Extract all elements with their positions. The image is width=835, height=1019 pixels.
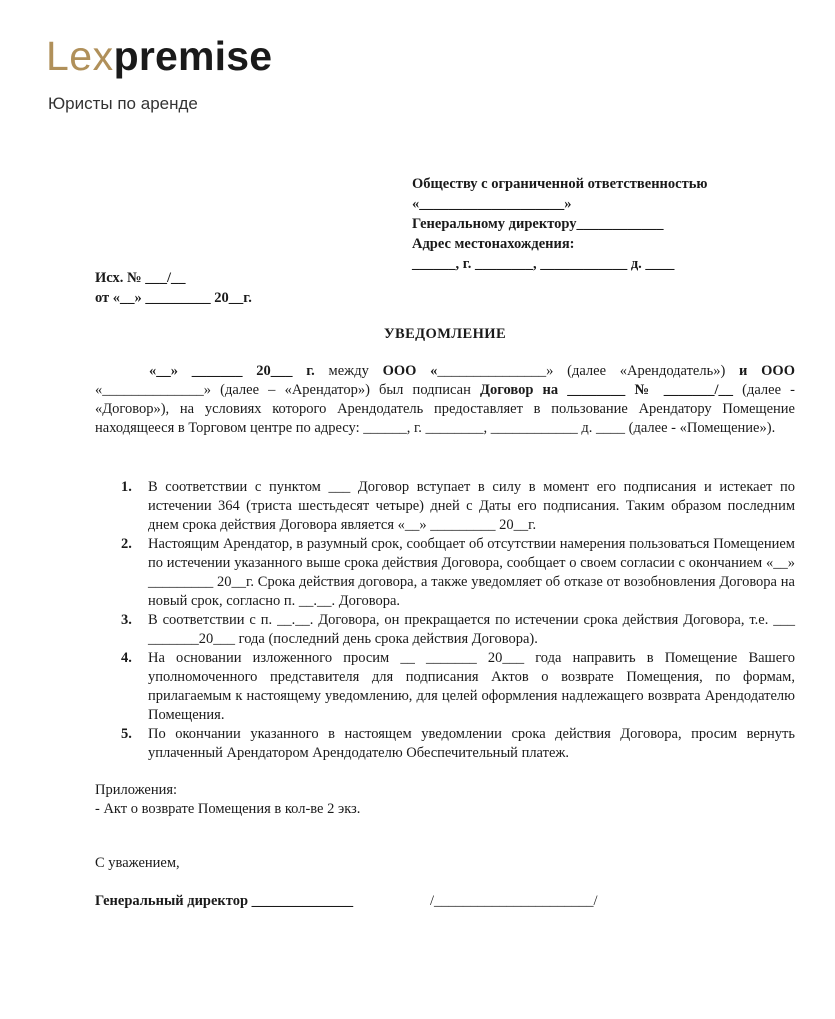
appendix-title: Приложения: — [95, 782, 178, 798]
intro-lessor-prefix: ООО « — [382, 363, 438, 379]
list-item — [95, 649, 795, 725]
intro-date: «__» _______ 20___ г. — [149, 363, 315, 379]
appendix-item: - Акт о возврате Помещения в кол-ве 2 экз. — [95, 801, 361, 817]
list-item-text: В соответствии с п. __.__. Договора, он прекращается по истечении срока действия Договора, т.е. ___ _______20___ года (последний день срока действия Договора). — [148, 612, 795, 647]
list-item-text: Настоящим Арендатор, в разумный срок, сообщает об отсутствии намерения пользоваться Помещением по истечении указанного выше срока действия Договора, сообщает о своем согласии с окончанием «__» _________ 20__г. Срока действия договора, а также уведомляет об отказе от возобновления Договора на новый срок, согласно п. __.__. Договора. — [148, 536, 795, 609]
intro-lessor-blank: _______________ — [437, 363, 547, 379]
addressee-line: «____________________» — [412, 196, 572, 212]
outgoing-date: от «__» _________ 20__г. — [95, 290, 252, 306]
intro-text-rest: (далее - «Договор»), на условиях которого Арендодатель предоставляет в пользование Арендатору Помещение находящееся в Торговом центре по адресу: ______, г. ________, ____________ д. ____ (далее - «Помещение»). — [95, 382, 795, 436]
logo-part-lex: Lex — [46, 33, 114, 79]
signatory-position: Генеральный директор ______________ — [95, 893, 354, 909]
addressee-line: Обществу с ограниченной ответственностью — [412, 176, 708, 192]
intro-contract: Договор на ________ № _______/__ — [480, 382, 733, 398]
outgoing-reference — [95, 268, 252, 308]
list-item-text: По окончании указанного в настоящем уведомлении срока действия Договора, просим вернуть уплаченный Арендатором Арендодателю Обеспечительный платеж. — [148, 726, 795, 761]
intro-text: между — [314, 363, 383, 379]
appendix-block — [95, 781, 360, 819]
numbered-list — [95, 478, 795, 763]
logo-part-premise: premise — [113, 33, 273, 79]
list-item — [95, 535, 795, 611]
addressee-line: Генеральному директору____________ — [412, 216, 664, 232]
company-logo — [46, 33, 273, 79]
list-item-number: 4. — [121, 650, 132, 666]
addressee-block — [412, 174, 707, 274]
intro-lessee-prefix: и ООО — [725, 363, 795, 379]
list-item-number: 5. — [121, 726, 132, 742]
intro-paragraph — [95, 362, 795, 438]
intro-lessor-suffix: » (далее «Арендодатель») — [546, 363, 726, 379]
closing-regards: С уважением, — [95, 855, 180, 871]
addressee-line: ______, г. ________, ____________ д. ____ — [412, 256, 675, 272]
addressee-line: Адрес местонахождения: — [412, 236, 575, 252]
list-item-text: На основании изложенного просим __ _______ 20___ года направить в Помещение Вашего уполномоченного представителя для подписания Актов о возврате Помещения, по формам, прилагаемым к настоящему уведомлению, для целей оформления надлежащего возврата Арендодателю Помещения. — [148, 650, 795, 723]
signature-line: /______________________/ — [430, 893, 598, 909]
list-item — [95, 725, 795, 763]
list-item — [95, 611, 795, 649]
list-item-number: 3. — [121, 612, 132, 628]
logo-tagline: Юристы по аренде — [48, 94, 198, 113]
intro-lessee: «______________» (далее – «Арендатор») был подписан — [95, 382, 481, 398]
list-item-number: 1. — [121, 479, 132, 495]
list-item-text: В соответствии с пунктом ___ Договор вступает в силу в момент его подписания и истекает по истечении 364 (триста шестьдесят четыре) дней с Даты его подписания. Таким образом последним днем срока действия Договора является «__» _________ 20__г. — [148, 479, 795, 533]
outgoing-number: Исх. № ___/__ — [95, 270, 186, 286]
list-item-number: 2. — [121, 536, 132, 552]
document-title: УВЕДОМЛЕНИЕ — [383, 326, 507, 342]
list-item — [95, 478, 795, 535]
